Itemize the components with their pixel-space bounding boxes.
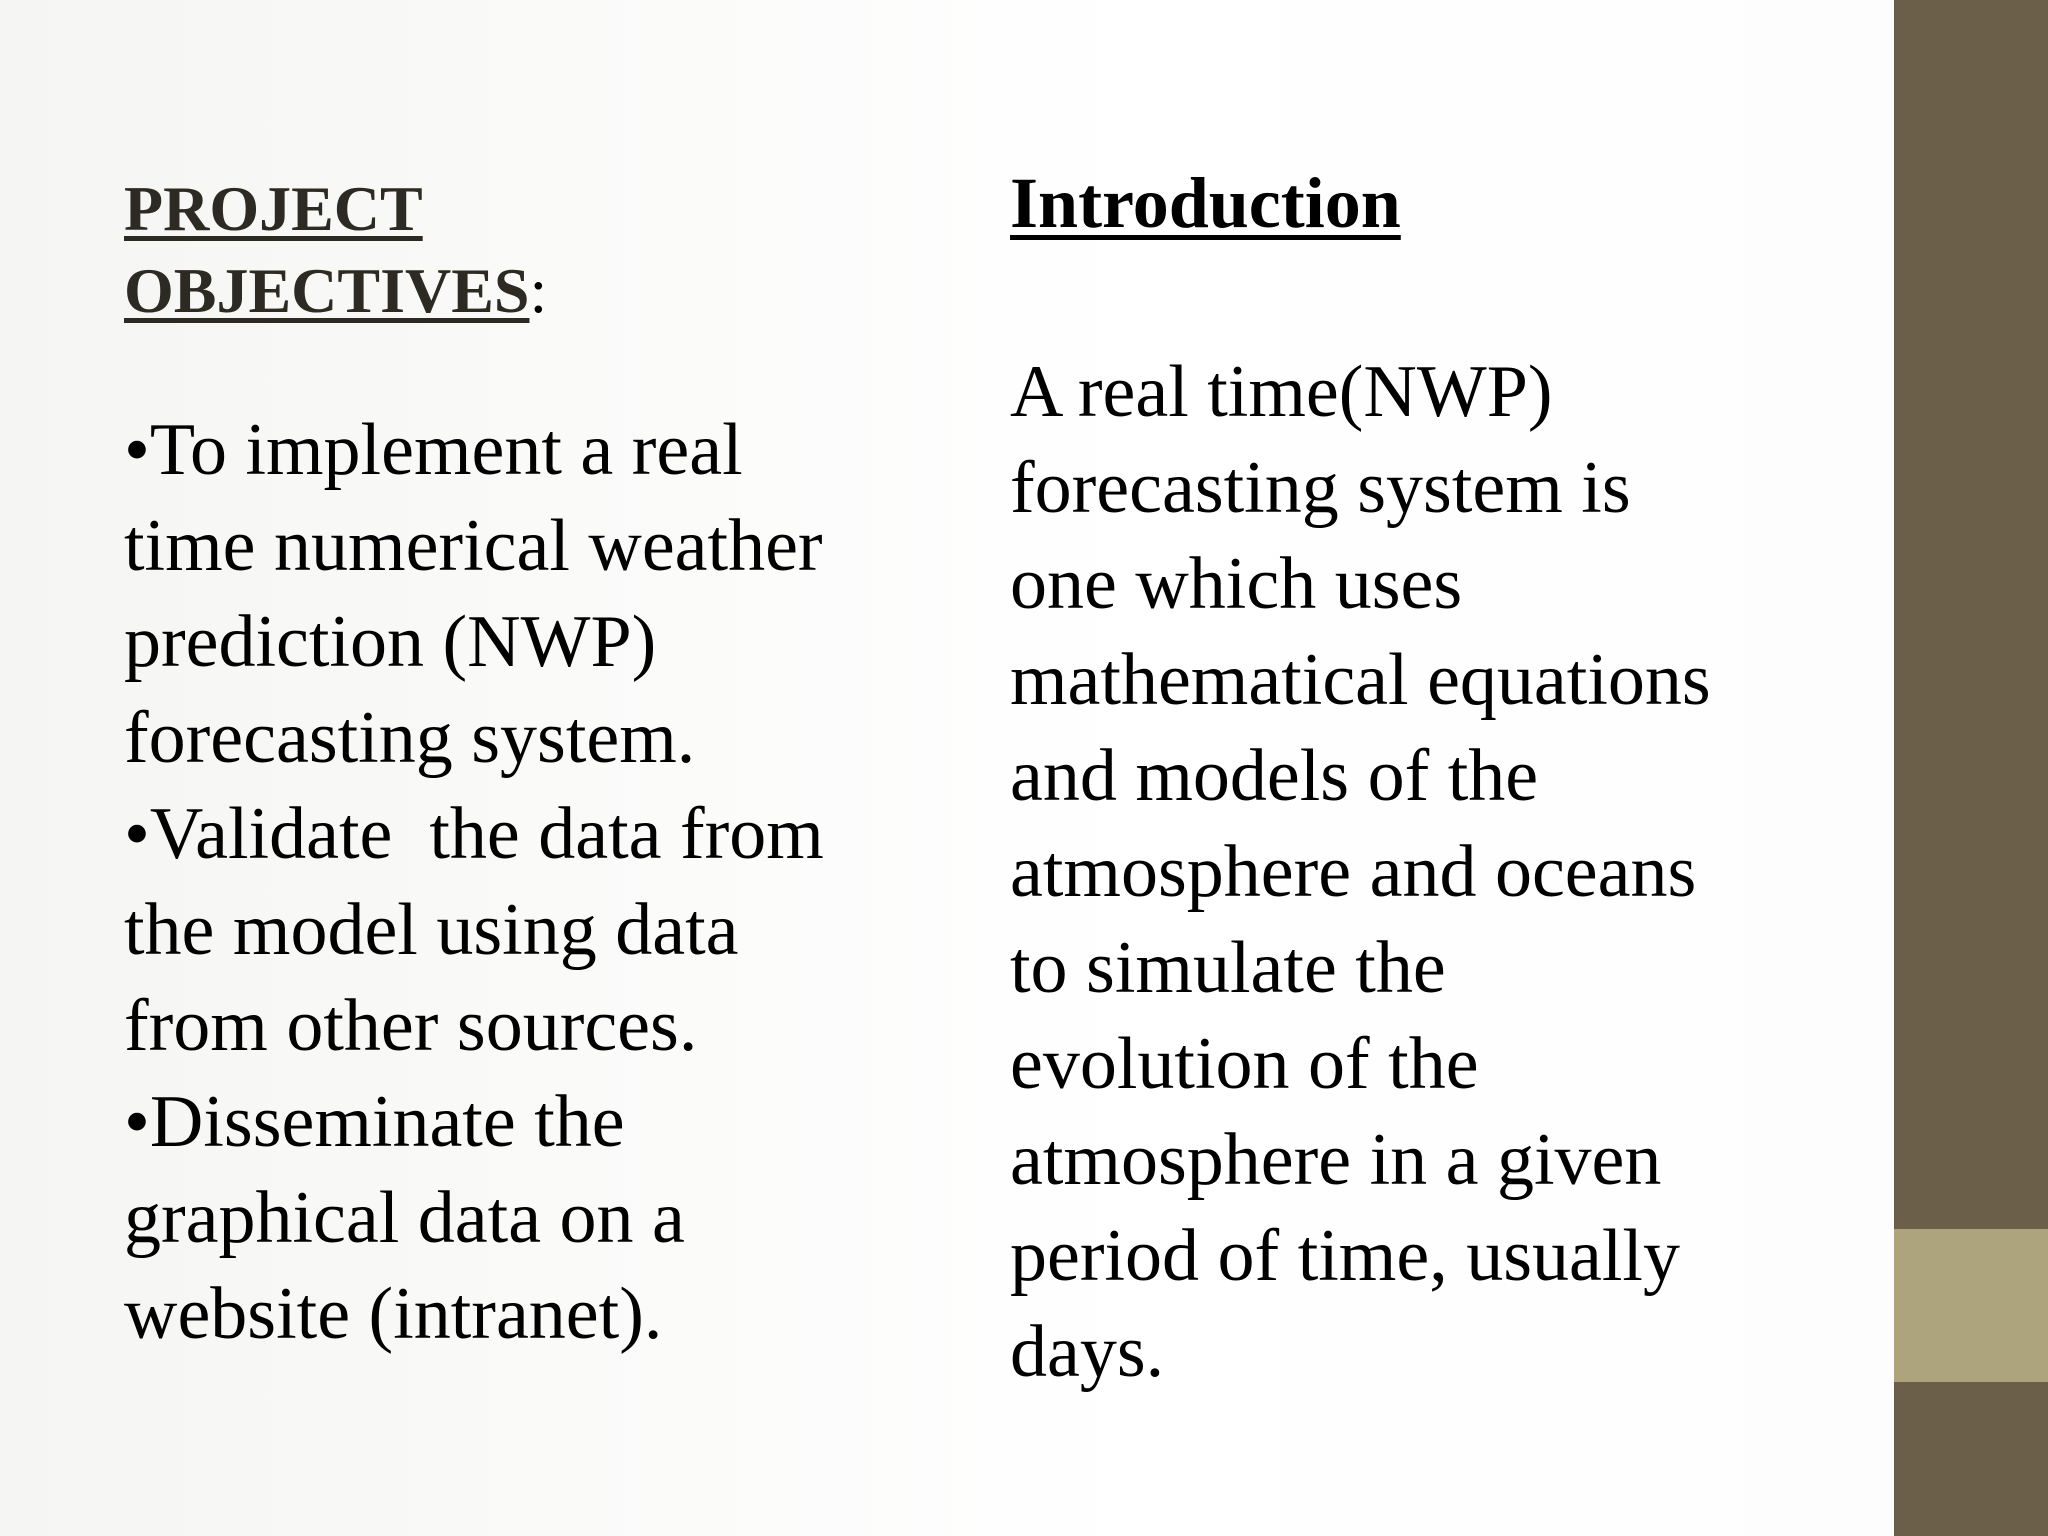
objectives-heading-line1: PROJECT <box>124 173 423 244</box>
objectives-heading-colon: : <box>529 255 548 326</box>
intro-line: mathematical equations <box>1010 639 1711 721</box>
intro-line: A real time(NWP) <box>1010 351 1553 433</box>
objective-line: graphical data on a <box>124 1177 685 1259</box>
objective-line: prediction (NWP) <box>124 601 657 683</box>
objectives-list <box>124 402 904 1362</box>
objectives-heading <box>124 168 904 332</box>
objectives-heading-line2: OBJECTIVES <box>124 255 530 326</box>
objective-item <box>124 1074 904 1362</box>
objective-line: time numerical weather <box>124 505 823 587</box>
intro-line: period of time, usually <box>1010 1215 1680 1297</box>
objective-line: website (intranet). <box>124 1273 663 1355</box>
objective-line: the model using data <box>124 889 739 971</box>
objective-line: from other sources. <box>124 985 698 1067</box>
introduction-paragraph <box>1010 344 1870 1400</box>
objective-item <box>124 402 904 786</box>
intro-line: and models of the <box>1010 735 1539 817</box>
introduction-heading: Introduction <box>1010 163 1401 243</box>
objective-line: •To implement a real <box>124 409 743 491</box>
objective-item <box>124 786 904 1074</box>
objectives-column <box>124 168 904 1436</box>
objective-line: •Validate the data from <box>124 793 824 875</box>
side-decoration-accent <box>1894 1229 2048 1382</box>
intro-line: atmosphere and oceans <box>1010 831 1697 913</box>
objective-line: •Disseminate the <box>124 1081 625 1163</box>
intro-line: atmosphere in a given <box>1010 1119 1662 1201</box>
introduction-column <box>1010 158 1870 1400</box>
intro-line: forecasting system is <box>1010 447 1631 529</box>
intro-line: evolution of the <box>1010 1023 1479 1105</box>
intro-line: one which uses <box>1010 543 1463 625</box>
intro-line: to simulate the <box>1010 927 1446 1009</box>
intro-line: days. <box>1010 1311 1165 1393</box>
objective-line: forecasting system. <box>124 697 696 779</box>
